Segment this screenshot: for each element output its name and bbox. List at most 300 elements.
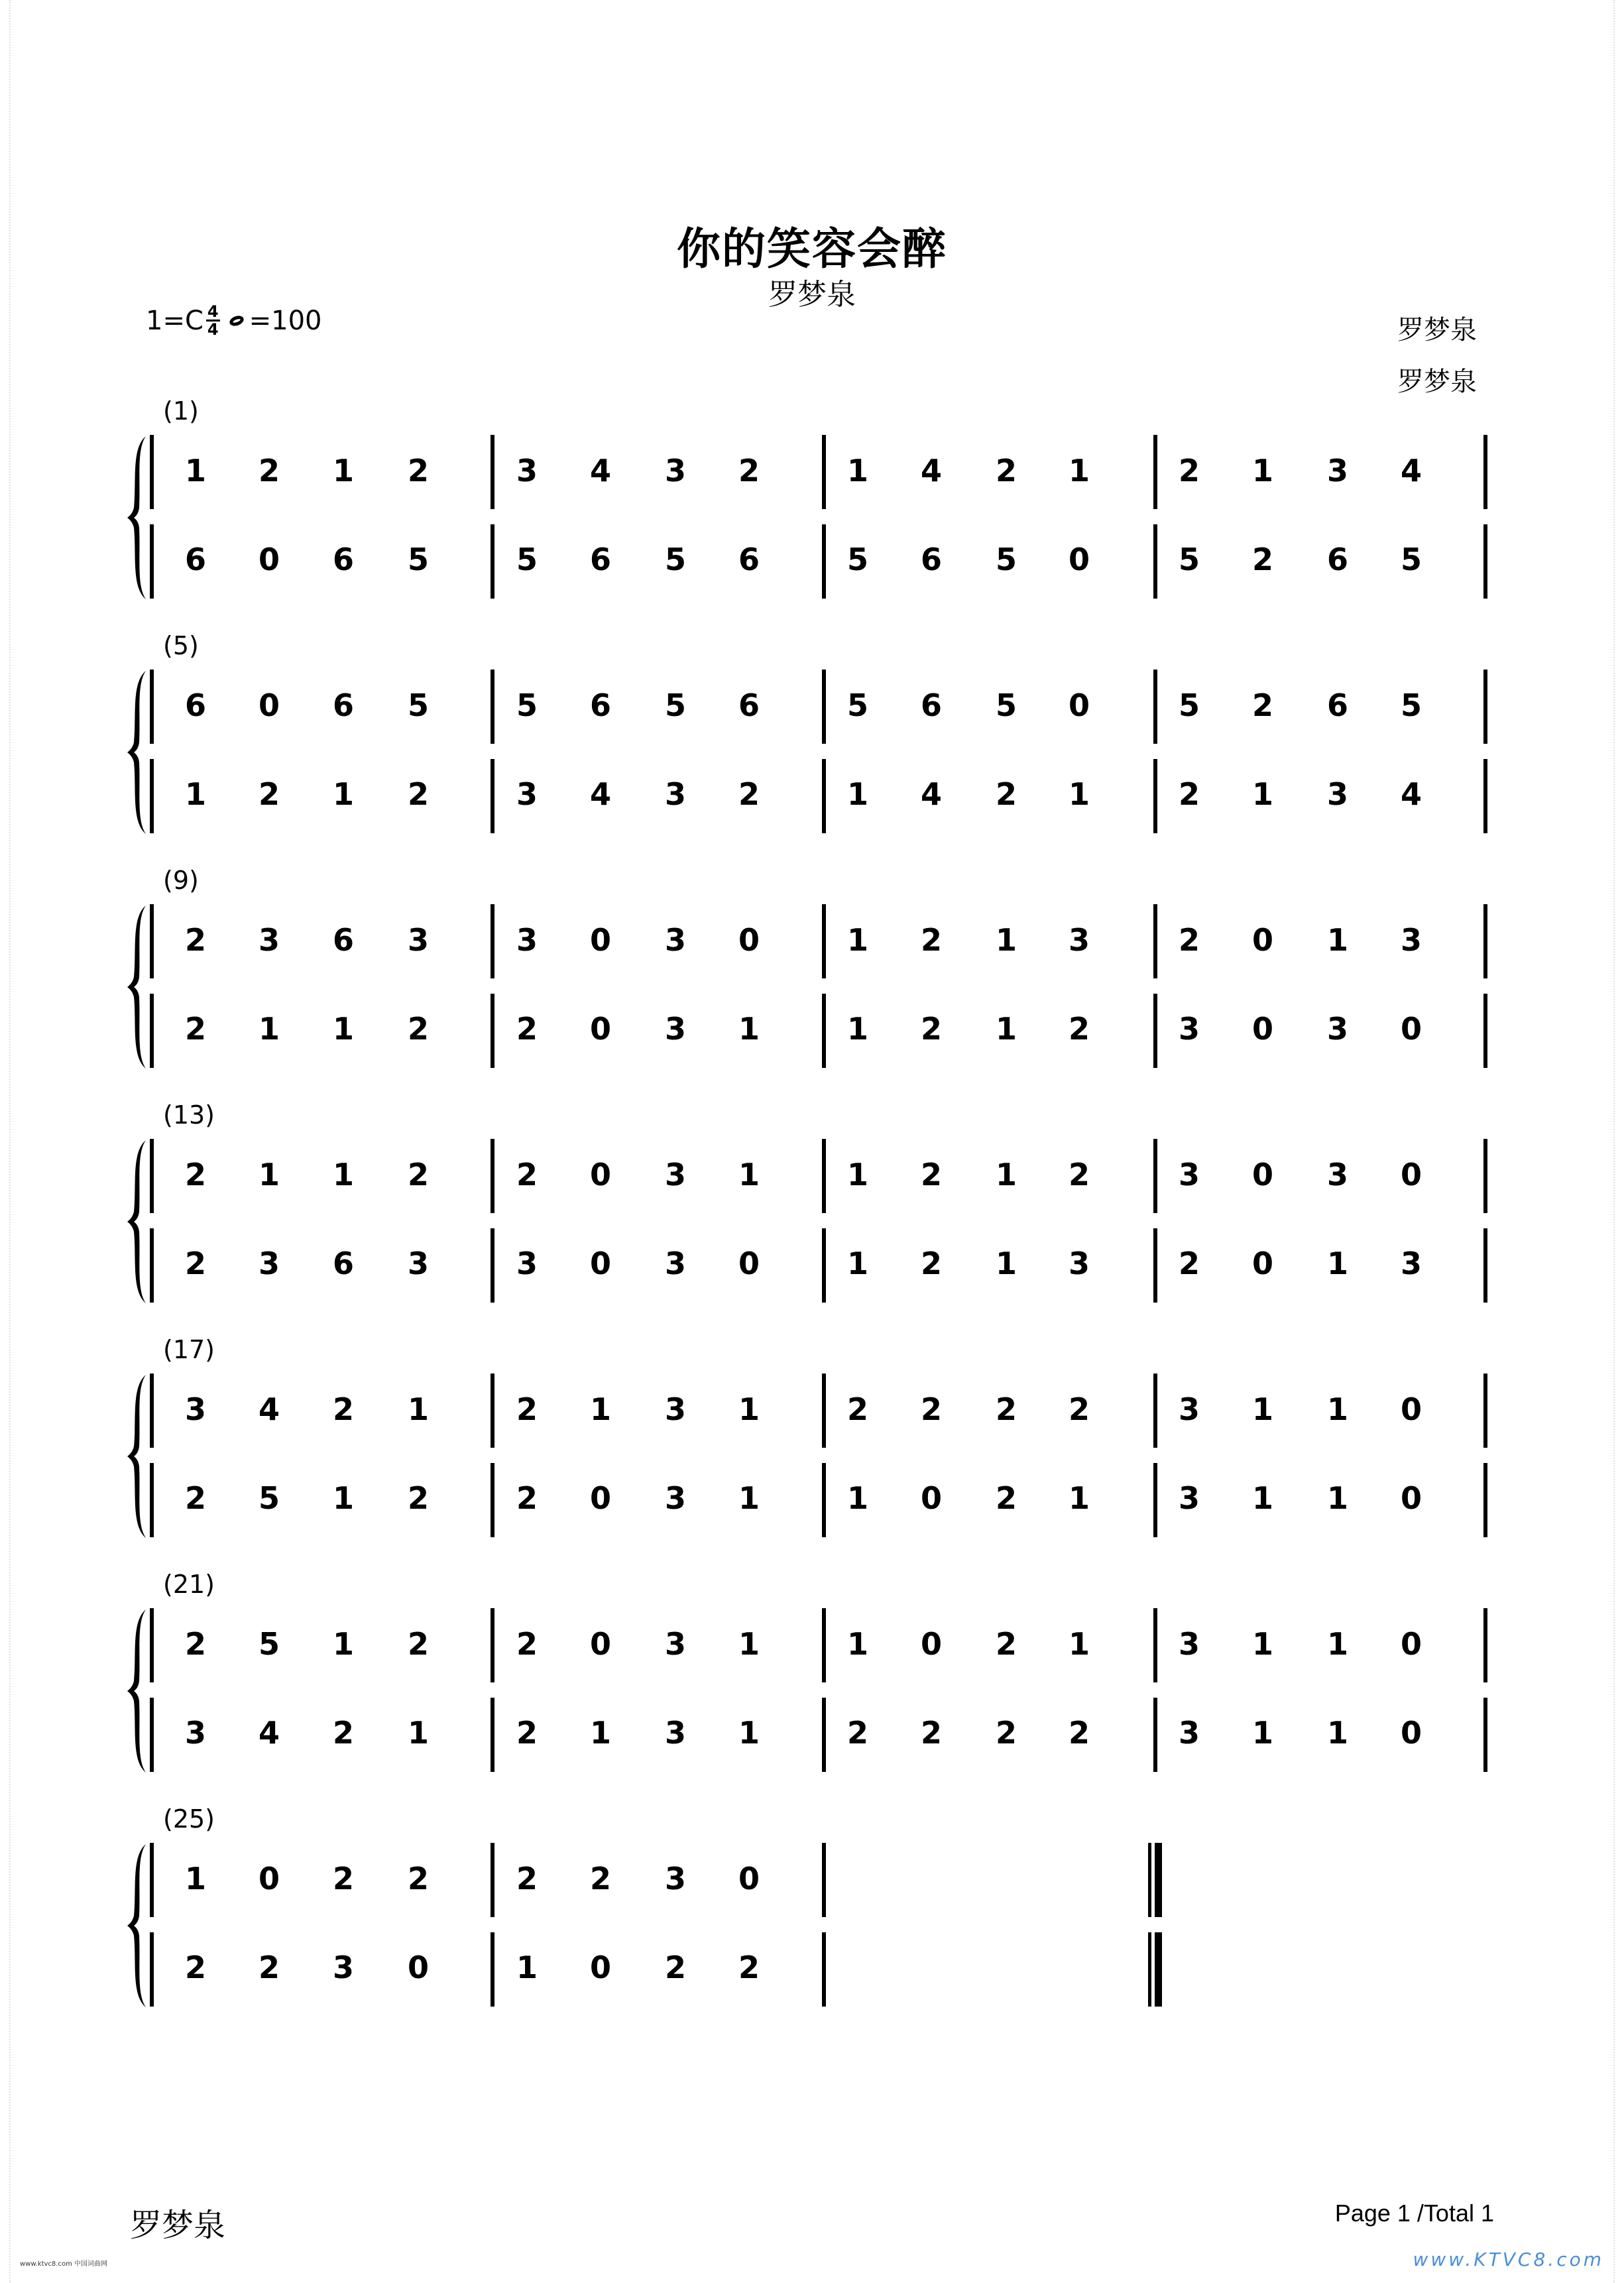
- jianpu-note: 1: [258, 1011, 280, 1047]
- jianpu-note: 2: [332, 1861, 354, 1897]
- jianpu-note: 2: [184, 1480, 206, 1516]
- barline: [1483, 1374, 1487, 1448]
- jianpu-note: 1: [407, 1391, 429, 1427]
- jianpu-note: 2: [846, 1715, 868, 1751]
- jianpu-note: 5: [995, 542, 1017, 577]
- time-signature: [206, 304, 220, 337]
- jianpu-note: 2: [516, 1715, 538, 1751]
- jianpu-note: 3: [332, 1950, 354, 1985]
- jianpu-note: 0: [1400, 1157, 1422, 1193]
- measure-number: (21): [163, 1570, 215, 1599]
- jianpu-note: 1: [846, 922, 868, 958]
- jianpu-note: 4: [920, 776, 942, 812]
- measure-number: (25): [163, 1804, 215, 1834]
- page-counter: Page 1 /Total 1: [1334, 2199, 1494, 2227]
- jianpu-note: 2: [1178, 453, 1200, 489]
- song-title: 你的笑容会醉: [677, 223, 947, 274]
- jianpu-note: 1: [332, 1626, 354, 1662]
- barline: [491, 904, 494, 978]
- jianpu-note: 6: [332, 922, 354, 958]
- jianpu-note: 6: [332, 1246, 354, 1281]
- jianpu-note: 2: [920, 1391, 942, 1427]
- jianpu-note: 3: [664, 453, 686, 489]
- jianpu-note: 2: [516, 1861, 538, 1897]
- jianpu-note: 1: [589, 1715, 611, 1751]
- barline: [150, 1139, 154, 1213]
- jianpu-note: 1: [332, 776, 354, 812]
- barline: [822, 1463, 826, 1537]
- jianpu-note: 4: [1400, 776, 1422, 812]
- tempo-marking: [249, 306, 322, 336]
- jianpu-note: 0: [738, 1861, 760, 1897]
- barline: [1483, 1698, 1487, 1772]
- jianpu-note: 3: [407, 922, 429, 958]
- jianpu-note: 3: [664, 1011, 686, 1047]
- jianpu-note: 2: [589, 1861, 611, 1897]
- barline: [150, 670, 154, 744]
- jianpu-note: 2: [1068, 1011, 1090, 1047]
- jianpu-note: 2: [995, 453, 1017, 489]
- jianpu-note: 2: [407, 1861, 429, 1897]
- jianpu-note: 5: [1178, 542, 1200, 577]
- jianpu-note: 1: [1326, 1626, 1348, 1662]
- jianpu-note: 2: [516, 1626, 538, 1662]
- barline: [1153, 1463, 1157, 1537]
- barline: [822, 1932, 826, 2007]
- jianpu-note: 3: [1178, 1715, 1200, 1751]
- barline: [822, 1698, 826, 1772]
- staff-brace-icon: [126, 904, 152, 1070]
- jianpu-note: 1: [995, 1011, 1017, 1047]
- jianpu-note: 2: [516, 1157, 538, 1193]
- jianpu-note: 1: [995, 1246, 1017, 1281]
- jianpu-note: 1: [738, 1391, 760, 1427]
- jianpu-note: 2: [184, 922, 206, 958]
- staff-brace-icon: [126, 1374, 152, 1539]
- jianpu-note: 5: [995, 687, 1017, 723]
- jianpu-note: 3: [1068, 1246, 1090, 1281]
- barline: [1483, 1608, 1487, 1682]
- jianpu-note: 4: [589, 776, 611, 812]
- barline: [1483, 1463, 1487, 1537]
- barline: [491, 1843, 494, 1917]
- jianpu-note: 6: [1326, 687, 1348, 723]
- jianpu-note: 2: [1068, 1391, 1090, 1427]
- barline: [150, 904, 154, 978]
- jianpu-note: 0: [1068, 687, 1090, 723]
- jianpu-note: 6: [920, 687, 942, 723]
- jianpu-note: 2: [846, 1391, 868, 1427]
- barline: [150, 1228, 154, 1303]
- barline: [1153, 524, 1157, 599]
- jianpu-note: 5: [258, 1626, 280, 1662]
- jianpu-note: 2: [995, 1391, 1017, 1427]
- jianpu-note: 5: [1400, 687, 1422, 723]
- jianpu-note: 2: [332, 1715, 354, 1751]
- jianpu-note: 1: [184, 776, 206, 812]
- barline: [491, 1608, 494, 1682]
- final-barline-thin: [1148, 1932, 1151, 2007]
- staff-brace-icon: [126, 1139, 152, 1305]
- barline: [1153, 1228, 1157, 1303]
- jianpu-note: 0: [1068, 542, 1090, 577]
- barline: [150, 1698, 154, 1772]
- measure-number: (17): [163, 1335, 215, 1364]
- barline: [1483, 670, 1487, 744]
- jianpu-note: 2: [1251, 542, 1273, 577]
- jianpu-note: 1: [846, 1011, 868, 1047]
- jianpu-note: 1: [1326, 922, 1348, 958]
- barline: [491, 1698, 494, 1772]
- jianpu-note: 3: [664, 1391, 686, 1427]
- barline: [822, 435, 826, 509]
- jianpu-note: 0: [1400, 1715, 1422, 1751]
- jianpu-note: 2: [516, 1480, 538, 1516]
- jianpu-note: 3: [516, 453, 538, 489]
- jianpu-note: 6: [1326, 542, 1348, 577]
- barline: [822, 1139, 826, 1213]
- jianpu-note: 3: [664, 1480, 686, 1516]
- barline: [491, 759, 494, 833]
- jianpu-note: 1: [184, 1861, 206, 1897]
- barline: [1153, 904, 1157, 978]
- barline: [150, 1843, 154, 1917]
- jianpu-note: 1: [1251, 1391, 1273, 1427]
- tempo-value: =100: [249, 305, 322, 336]
- barline: [822, 759, 826, 833]
- jianpu-note: 1: [1251, 1626, 1273, 1662]
- jianpu-note: 1: [1326, 1715, 1348, 1751]
- score-system: [0, 1804, 1624, 2003]
- jianpu-note: 0: [1251, 1246, 1273, 1281]
- jianpu-note: 5: [258, 1480, 280, 1516]
- jianpu-note: 2: [995, 1626, 1017, 1662]
- jianpu-note: 6: [920, 542, 942, 577]
- jianpu-note: 0: [1251, 922, 1273, 958]
- jianpu-note: 3: [1178, 1157, 1200, 1193]
- jianpu-note: 1: [738, 1626, 760, 1662]
- jianpu-note: 1: [1326, 1246, 1348, 1281]
- barline: [1153, 435, 1157, 509]
- jianpu-note: 1: [1068, 453, 1090, 489]
- barline: [1153, 1608, 1157, 1682]
- jianpu-note: 6: [738, 687, 760, 723]
- barline: [1153, 1374, 1157, 1448]
- jianpu-note: 2: [516, 1011, 538, 1047]
- measure-number: (9): [163, 866, 199, 895]
- jianpu-note: 2: [407, 776, 429, 812]
- jianpu-note: 1: [1326, 1480, 1348, 1516]
- barline: [1483, 1139, 1487, 1213]
- jianpu-note: 3: [664, 1861, 686, 1897]
- jianpu-note: 3: [1326, 453, 1348, 489]
- barline: [150, 1374, 154, 1448]
- jianpu-note: 0: [1251, 1011, 1273, 1047]
- jianpu-note: 6: [332, 687, 354, 723]
- barline: [491, 524, 494, 599]
- jianpu-note: 2: [407, 453, 429, 489]
- barline: [1153, 994, 1157, 1068]
- jianpu-note: 5: [664, 542, 686, 577]
- final-barline-thin: [1148, 1843, 1151, 1917]
- barline: [1483, 994, 1487, 1068]
- jianpu-note: 1: [846, 1246, 868, 1281]
- song-subtitle: 罗梦泉: [768, 278, 856, 312]
- jianpu-note: 0: [258, 542, 280, 577]
- jianpu-note: 5: [516, 542, 538, 577]
- jianpu-note: 2: [738, 776, 760, 812]
- jianpu-note: 1: [258, 1157, 280, 1193]
- jianpu-note: 3: [1326, 1011, 1348, 1047]
- score-system: [0, 1100, 1624, 1299]
- jianpu-note: 1: [332, 1157, 354, 1193]
- arranger-credit: 罗梦泉: [1397, 367, 1477, 397]
- jianpu-note: 0: [1251, 1157, 1273, 1193]
- jianpu-note: 3: [516, 776, 538, 812]
- staff-brace-icon: [126, 435, 152, 601]
- jianpu-note: 2: [516, 1391, 538, 1427]
- jianpu-note: 2: [407, 1011, 429, 1047]
- barline: [822, 1228, 826, 1303]
- jianpu-note: 2: [664, 1950, 686, 1985]
- barline: [822, 1608, 826, 1682]
- barline: [491, 670, 494, 744]
- barline: [491, 1228, 494, 1303]
- jianpu-note: 3: [664, 1715, 686, 1751]
- jianpu-note: 2: [1068, 1157, 1090, 1193]
- jianpu-note: 3: [1178, 1011, 1200, 1047]
- jianpu-note: 0: [258, 1861, 280, 1897]
- jianpu-note: 3: [1400, 922, 1422, 958]
- jianpu-note: 2: [1251, 687, 1273, 723]
- jianpu-note: 5: [407, 687, 429, 723]
- jianpu-note: 2: [407, 1480, 429, 1516]
- measure-number: (5): [163, 631, 199, 660]
- jianpu-note: 1: [1251, 1715, 1273, 1751]
- score-system: [0, 866, 1624, 1065]
- jianpu-note: 2: [332, 1391, 354, 1427]
- barline: [491, 1463, 494, 1537]
- jianpu-note: 2: [258, 776, 280, 812]
- barline: [822, 904, 826, 978]
- jianpu-note: 5: [407, 542, 429, 577]
- jianpu-note: 5: [846, 542, 868, 577]
- jianpu-note: 3: [664, 1157, 686, 1193]
- jianpu-note: 0: [1400, 1480, 1422, 1516]
- jianpu-note: 1: [516, 1950, 538, 1985]
- footer-watermark-text: www.ktvc8.com 中国词曲网: [20, 2260, 108, 2268]
- jianpu-note: 3: [1178, 1626, 1200, 1662]
- jianpu-note: 0: [258, 687, 280, 723]
- barline: [1153, 759, 1157, 833]
- jianpu-note: 2: [1068, 1715, 1090, 1751]
- jianpu-note: 1: [1068, 1480, 1090, 1516]
- jianpu-note: 2: [920, 1246, 942, 1281]
- jianpu-note: 1: [1068, 776, 1090, 812]
- jianpu-note: 3: [407, 1246, 429, 1281]
- jianpu-note: 0: [738, 922, 760, 958]
- staff-brace-icon: [126, 1608, 152, 1774]
- jianpu-note: 1: [846, 1480, 868, 1516]
- jianpu-note: 1: [846, 776, 868, 812]
- jianpu-note: 0: [920, 1480, 942, 1516]
- barline: [491, 1932, 494, 2007]
- jianpu-note: 2: [407, 1626, 429, 1662]
- jianpu-note: 2: [184, 1246, 206, 1281]
- jianpu-note: 3: [184, 1715, 206, 1751]
- jianpu-note: 6: [332, 542, 354, 577]
- jianpu-note: 0: [589, 1626, 611, 1662]
- jianpu-note: 1: [995, 922, 1017, 958]
- whole-note-icon: [228, 314, 245, 327]
- jianpu-note: 0: [589, 1011, 611, 1047]
- barline: [1153, 1698, 1157, 1772]
- key-text: 1=C: [146, 305, 203, 336]
- jianpu-note: 5: [846, 687, 868, 723]
- score-system: [0, 1570, 1624, 1769]
- jianpu-note: 0: [407, 1950, 429, 1985]
- jianpu-note: 3: [664, 1246, 686, 1281]
- jianpu-note: 1: [846, 1157, 868, 1193]
- jianpu-note: 3: [516, 922, 538, 958]
- jianpu-note: 1: [1068, 1626, 1090, 1662]
- jianpu-note: 2: [920, 1011, 942, 1047]
- jianpu-note: 0: [1400, 1391, 1422, 1427]
- jianpu-note: 1: [846, 1626, 868, 1662]
- jianpu-note: 2: [184, 1950, 206, 1985]
- jianpu-note: 1: [846, 453, 868, 489]
- jianpu-note: 1: [1251, 453, 1273, 489]
- jianpu-note: 1: [995, 1157, 1017, 1193]
- jianpu-note: 2: [1178, 922, 1200, 958]
- barline: [150, 1608, 154, 1682]
- jianpu-note: 4: [258, 1391, 280, 1427]
- jianpu-note: 3: [1068, 922, 1090, 958]
- final-barline-thick: [1155, 1932, 1162, 2007]
- jianpu-note: 0: [589, 1950, 611, 1985]
- jianpu-note: 3: [1400, 1246, 1422, 1281]
- jianpu-note: 1: [332, 1480, 354, 1516]
- barline: [1153, 1139, 1157, 1213]
- measure-number: (13): [163, 1100, 215, 1130]
- jianpu-note: 3: [1326, 776, 1348, 812]
- jianpu-note: 4: [258, 1715, 280, 1751]
- jianpu-note: 6: [184, 542, 206, 577]
- jianpu-note: 0: [1400, 1626, 1422, 1662]
- barline: [150, 524, 154, 599]
- score-system: [0, 1335, 1624, 1534]
- jianpu-note: 5: [1178, 687, 1200, 723]
- jianpu-note: 2: [1178, 1246, 1200, 1281]
- barline: [822, 994, 826, 1068]
- jianpu-note: 3: [664, 1626, 686, 1662]
- jianpu-note: 1: [738, 1480, 760, 1516]
- barline: [1483, 904, 1487, 978]
- jianpu-note: 5: [1400, 542, 1422, 577]
- jianpu-note: 2: [184, 1011, 206, 1047]
- jianpu-note: 0: [1400, 1011, 1422, 1047]
- jianpu-note: 0: [589, 1246, 611, 1281]
- jianpu-note: 3: [664, 776, 686, 812]
- barline: [1483, 759, 1487, 833]
- jianpu-note: 6: [738, 542, 760, 577]
- jianpu-note: 0: [589, 1480, 611, 1516]
- footer-author: 罗梦泉: [130, 2207, 226, 2244]
- jianpu-note: 3: [516, 1246, 538, 1281]
- jianpu-note: 0: [589, 922, 611, 958]
- jianpu-note: 3: [1326, 1157, 1348, 1193]
- barline: [1153, 670, 1157, 744]
- barline: [1483, 1228, 1487, 1303]
- barline: [1483, 524, 1487, 599]
- jianpu-note: 0: [738, 1246, 760, 1281]
- score-system: [0, 396, 1624, 595]
- barline: [491, 994, 494, 1068]
- jianpu-note: 5: [516, 687, 538, 723]
- barline: [491, 1139, 494, 1213]
- barline: [822, 1374, 826, 1448]
- jianpu-note: 1: [184, 453, 206, 489]
- jianpu-note: 2: [1178, 776, 1200, 812]
- jianpu-note: 1: [1251, 1480, 1273, 1516]
- final-barline-thick: [1155, 1843, 1162, 1917]
- jianpu-note: 1: [1326, 1391, 1348, 1427]
- jianpu-note: 3: [184, 1391, 206, 1427]
- barline: [491, 435, 494, 509]
- jianpu-note: 0: [589, 1157, 611, 1193]
- score-system: [0, 631, 1624, 830]
- barline: [491, 1374, 494, 1448]
- jianpu-note: 1: [738, 1715, 760, 1751]
- jianpu-note: 4: [1400, 453, 1422, 489]
- staff-brace-icon: [126, 670, 152, 835]
- site-watermark: www.KTVC8.com: [1413, 2249, 1604, 2270]
- jianpu-note: 2: [920, 1715, 942, 1751]
- jianpu-note: 2: [258, 453, 280, 489]
- jianpu-note: 2: [184, 1626, 206, 1662]
- jianpu-note: 3: [664, 922, 686, 958]
- jianpu-note: 1: [738, 1011, 760, 1047]
- barline: [822, 670, 826, 744]
- jianpu-note: 2: [738, 453, 760, 489]
- jianpu-note: 2: [184, 1157, 206, 1193]
- jianpu-note: 1: [738, 1157, 760, 1193]
- time-top: 4: [207, 302, 219, 321]
- jianpu-note: 3: [1178, 1480, 1200, 1516]
- jianpu-note: 2: [258, 1950, 280, 1985]
- jianpu-note: 2: [407, 1157, 429, 1193]
- jianpu-note: 0: [920, 1626, 942, 1662]
- barline: [822, 524, 826, 599]
- jianpu-note: 2: [738, 1950, 760, 1985]
- jianpu-note: 2: [920, 922, 942, 958]
- jianpu-note: 4: [920, 453, 942, 489]
- jianpu-note: 1: [407, 1715, 429, 1751]
- jianpu-note: 2: [995, 1480, 1017, 1516]
- composer-credit: 罗梦泉: [1397, 315, 1477, 345]
- jianpu-note: 1: [589, 1391, 611, 1427]
- jianpu-note: 3: [1178, 1391, 1200, 1427]
- barline: [150, 994, 154, 1068]
- jianpu-note: 1: [332, 1011, 354, 1047]
- staff-brace-icon: [126, 1843, 152, 2009]
- measure-number: (1): [163, 396, 199, 426]
- jianpu-note: 2: [995, 1715, 1017, 1751]
- jianpu-note: 1: [332, 453, 354, 489]
- jianpu-note: 1: [1251, 776, 1273, 812]
- barline: [150, 759, 154, 833]
- jianpu-note: 2: [920, 1157, 942, 1193]
